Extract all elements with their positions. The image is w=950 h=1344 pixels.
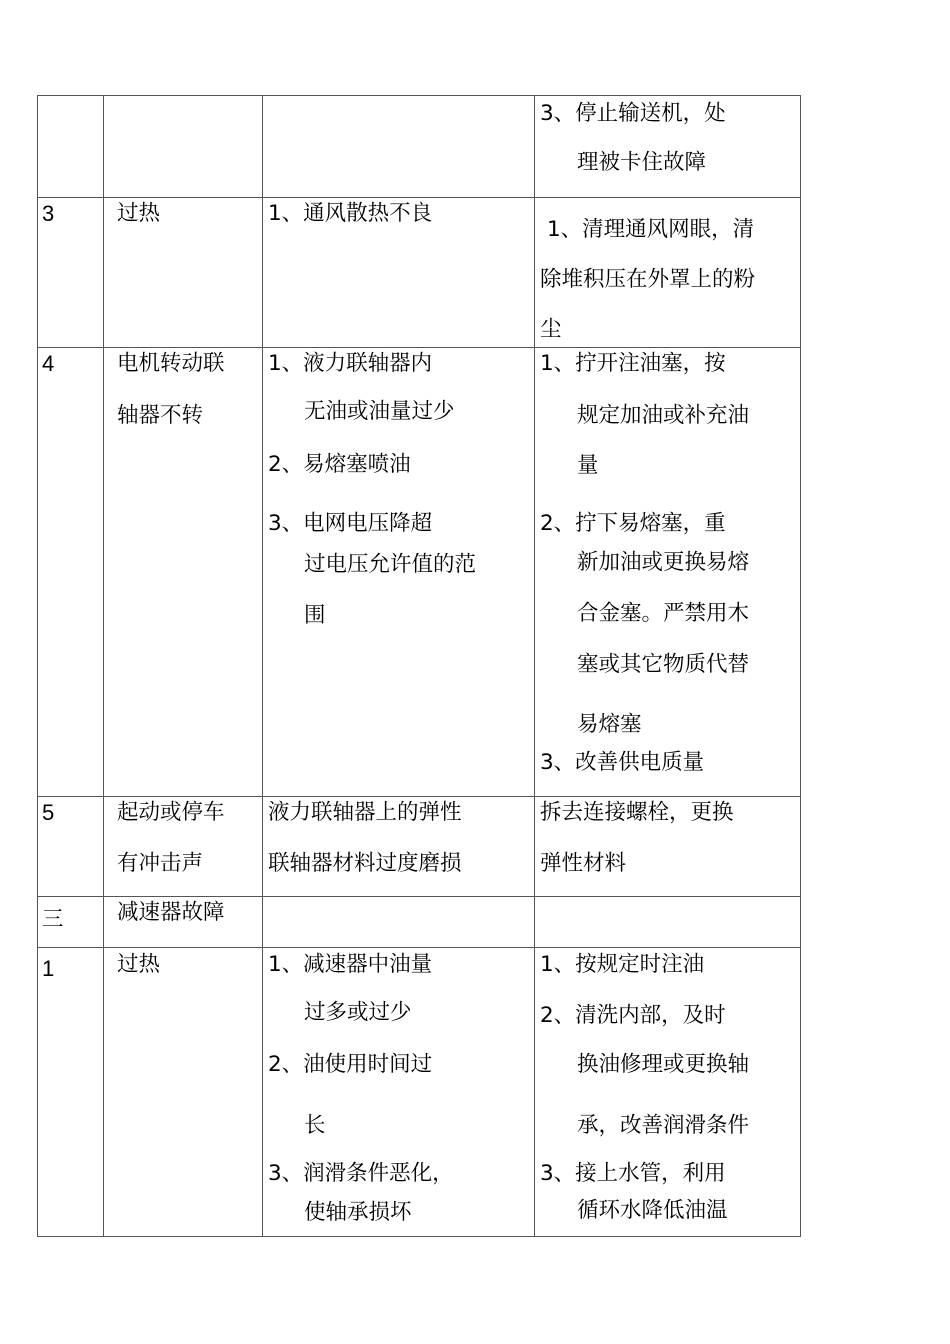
row-number: 4 <box>42 351 55 376</box>
row-divider <box>38 796 800 797</box>
cause-text: 1、减速器中油量 <box>268 952 433 977</box>
cause-text: 使轴承损坏 <box>304 1200 412 1225</box>
solution-text: 除堆积压在外罩上的粉 <box>540 267 756 292</box>
solution-text: 易熔塞 <box>577 712 642 737</box>
solution-text: 1、清理通风网眼，清 <box>547 217 755 242</box>
solution-text: 3、接上水管，利用 <box>540 1161 726 1186</box>
solution-text: 承，改善润滑条件 <box>577 1113 750 1138</box>
solution-text: 1、按规定时注油 <box>540 952 705 977</box>
solution-text: 尘 <box>540 317 562 342</box>
cause-text: 长 <box>304 1113 326 1138</box>
section-number: 三 <box>42 907 64 932</box>
cause-text: 围 <box>304 603 326 628</box>
solution-text: 换油修理或更换轴 <box>577 1052 750 1077</box>
solution-text: 量 <box>577 453 599 478</box>
solution-text: 3、停止输送机，处 <box>540 101 726 126</box>
col-divider <box>262 96 263 1236</box>
fault-name: 轴器不转 <box>117 403 204 428</box>
solution-text: 3、改善供电质量 <box>540 750 705 775</box>
solution-text: 拆去连接螺栓，更换 <box>540 800 734 825</box>
solution-text: 规定加油或补充油 <box>577 403 750 428</box>
fault-name: 过热 <box>117 201 161 226</box>
solution-text: 弹性材料 <box>540 851 627 876</box>
cause-text: 过电压允许值的范 <box>304 552 477 577</box>
solution-text: 理被卡住故障 <box>577 150 707 175</box>
cause-text: 1、通风散热不良 <box>268 201 433 226</box>
row-divider <box>38 197 800 198</box>
cause-text: 2、易熔塞喷油 <box>268 452 411 477</box>
cause-text: 3、润滑条件恶化， <box>268 1161 454 1186</box>
cause-text: 1、液力联轴器内 <box>268 351 433 376</box>
cause-text: 3、电网电压降超 <box>268 511 433 536</box>
solution-text: 2、清洗内部，及时 <box>540 1003 726 1028</box>
fault-name: 起动或停车 <box>117 800 225 825</box>
solution-text: 循环水降低油温 <box>577 1198 728 1223</box>
solution-text: 塞或其它物质代替 <box>577 652 750 677</box>
fault-name: 有冲击声 <box>117 851 204 876</box>
cause-text: 无油或油量过少 <box>304 399 455 424</box>
row-number: 3 <box>42 201 55 226</box>
row-number: 1 <box>42 956 55 981</box>
row-number: 5 <box>42 800 55 825</box>
solution-text: 2、拧下易熔塞，重 <box>540 511 726 536</box>
section-title: 减速器故障 <box>117 900 225 925</box>
cause-text: 液力联轴器上的弹性 <box>268 800 462 825</box>
col-divider <box>103 96 104 1236</box>
row-divider <box>38 347 800 348</box>
solution-text: 1、拧开注油塞，按 <box>540 351 726 376</box>
fault-name: 过热 <box>117 952 161 977</box>
cause-text: 过多或过少 <box>304 1000 412 1025</box>
cause-text: 2、油使用时间过 <box>268 1052 433 1077</box>
cause-text: 联轴器材料过度磨损 <box>268 851 462 876</box>
solution-text: 合金塞。严禁用木 <box>577 601 750 626</box>
col-divider <box>534 96 535 1236</box>
fault-name: 电机转动联 <box>117 351 225 376</box>
row-divider <box>38 896 800 897</box>
solution-text: 新加油或更换易熔 <box>577 550 750 575</box>
row-divider <box>38 947 800 948</box>
